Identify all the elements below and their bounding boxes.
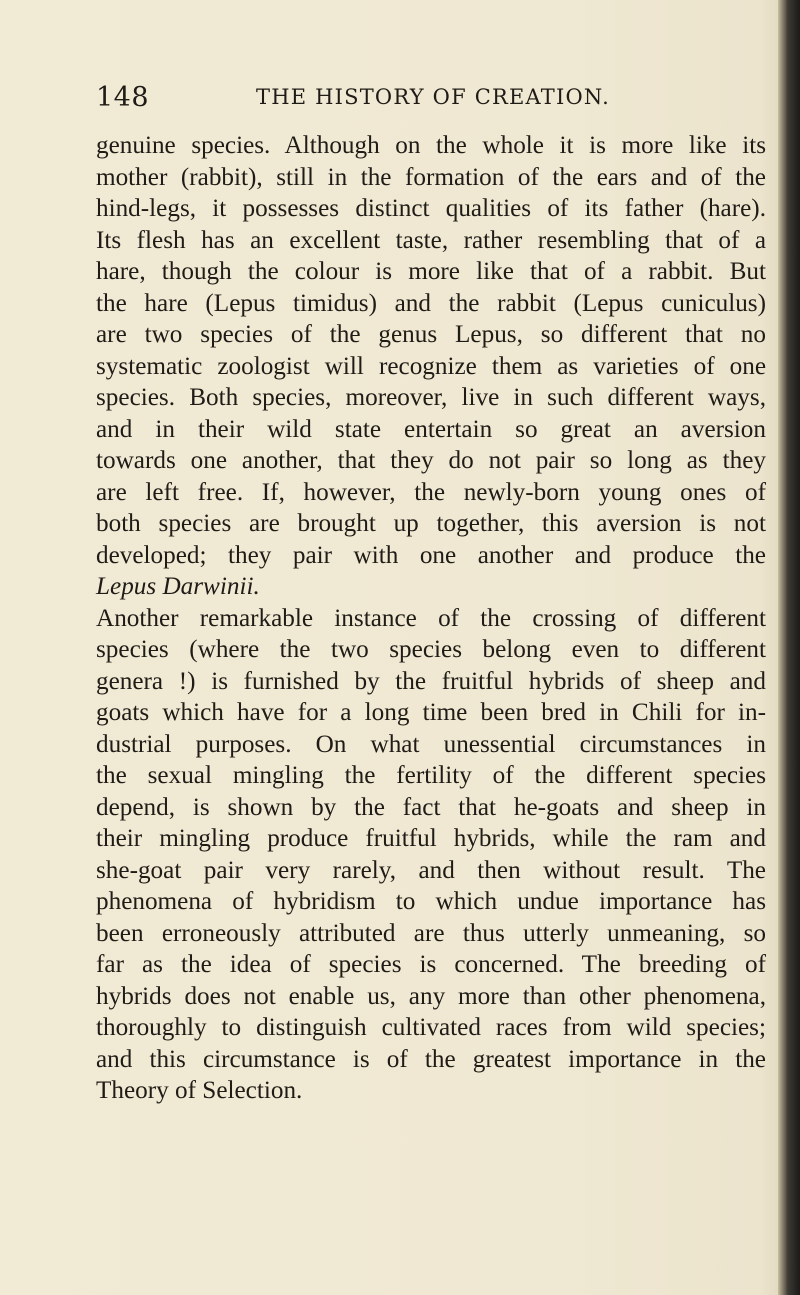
running-head — [96, 82, 746, 122]
text-line: developed; they pair with one another and produce the — [96, 541, 766, 569]
text-line: far as the idea of species is concerned. The breeding of — [96, 951, 766, 978]
paragraph-start-line: Another remarkable instance of the crossing of different — [96, 604, 766, 632]
text-line: goats which have for a long time been bred in Chili for in- — [96, 699, 766, 726]
text-line: depend, is shown by the fact that he-goats and sheep in — [96, 793, 766, 821]
text-line: are two species of the genus Lepus, so different that no — [96, 321, 766, 348]
page-number: 148 — [96, 82, 150, 113]
text-line: hare, though the colour is more like that of a rabbit. But — [96, 258, 766, 285]
text-line: Its flesh has an excellent taste, rather resembling that of a — [96, 226, 766, 254]
book-spine-shadow — [778, 0, 800, 1295]
text-line: both species are brought up together, this aversion is not — [96, 510, 766, 537]
text-line: phenomena of hybridism to which undue importance has — [96, 888, 766, 915]
text-line: dustrial purposes. On what unessential circumstances in — [96, 730, 766, 758]
text-line: genera !) is furnished by the fruitful hybrids of sheep and — [96, 667, 766, 695]
text-line: she-goat pair very rarely, and then without result. The — [96, 856, 766, 884]
text-line: been erroneously attributed are thus utterly unmeaning, so — [96, 919, 766, 947]
running-title: THE HISTORY OF CREATION. — [256, 85, 610, 109]
text-line-last: Theory of Selection. — [96, 1077, 303, 1104]
text-line: the sexual mingling the fertility of the different species — [96, 762, 766, 789]
text-line: and this circumstance is of the greatest importance in the — [96, 1045, 766, 1073]
text-line: their mingling produce fruitful hybrids, while the ram and — [96, 825, 766, 852]
text-line: hybrids does not enable us, any more than other phenomena, — [96, 982, 766, 1010]
text-line: mother (rabbit), still in the formation of the ears and of the — [96, 163, 766, 191]
body-text — [96, 130, 766, 1107]
text-line: towards one another, that they do not pair so long as they — [96, 447, 766, 474]
text-line: the hare (Lepus timidus) and the rabbit (Lepus cuniculus) — [96, 289, 766, 317]
text-line: are left free. If, however, the newly-born young ones of — [96, 478, 766, 506]
text-line: genuine species. Although on the whole it is more like its — [96, 132, 766, 159]
text-line: and in their wild state entertain so great an aversion — [96, 415, 766, 443]
text-line: hind-legs, it possesses distinct qualities of its father (hare). — [96, 195, 766, 222]
text-line: thoroughly to distinguish cultivated races from wild species; — [96, 1014, 766, 1041]
text-line: systematic zoologist will recognize them as varieties of one — [96, 352, 766, 380]
text-line: species. Both species, moreover, live in such different ways, — [96, 384, 766, 411]
text-line: species (where the two species belong even to different — [96, 636, 766, 663]
text-line-italic: Lepus Darwinii. — [96, 573, 260, 600]
